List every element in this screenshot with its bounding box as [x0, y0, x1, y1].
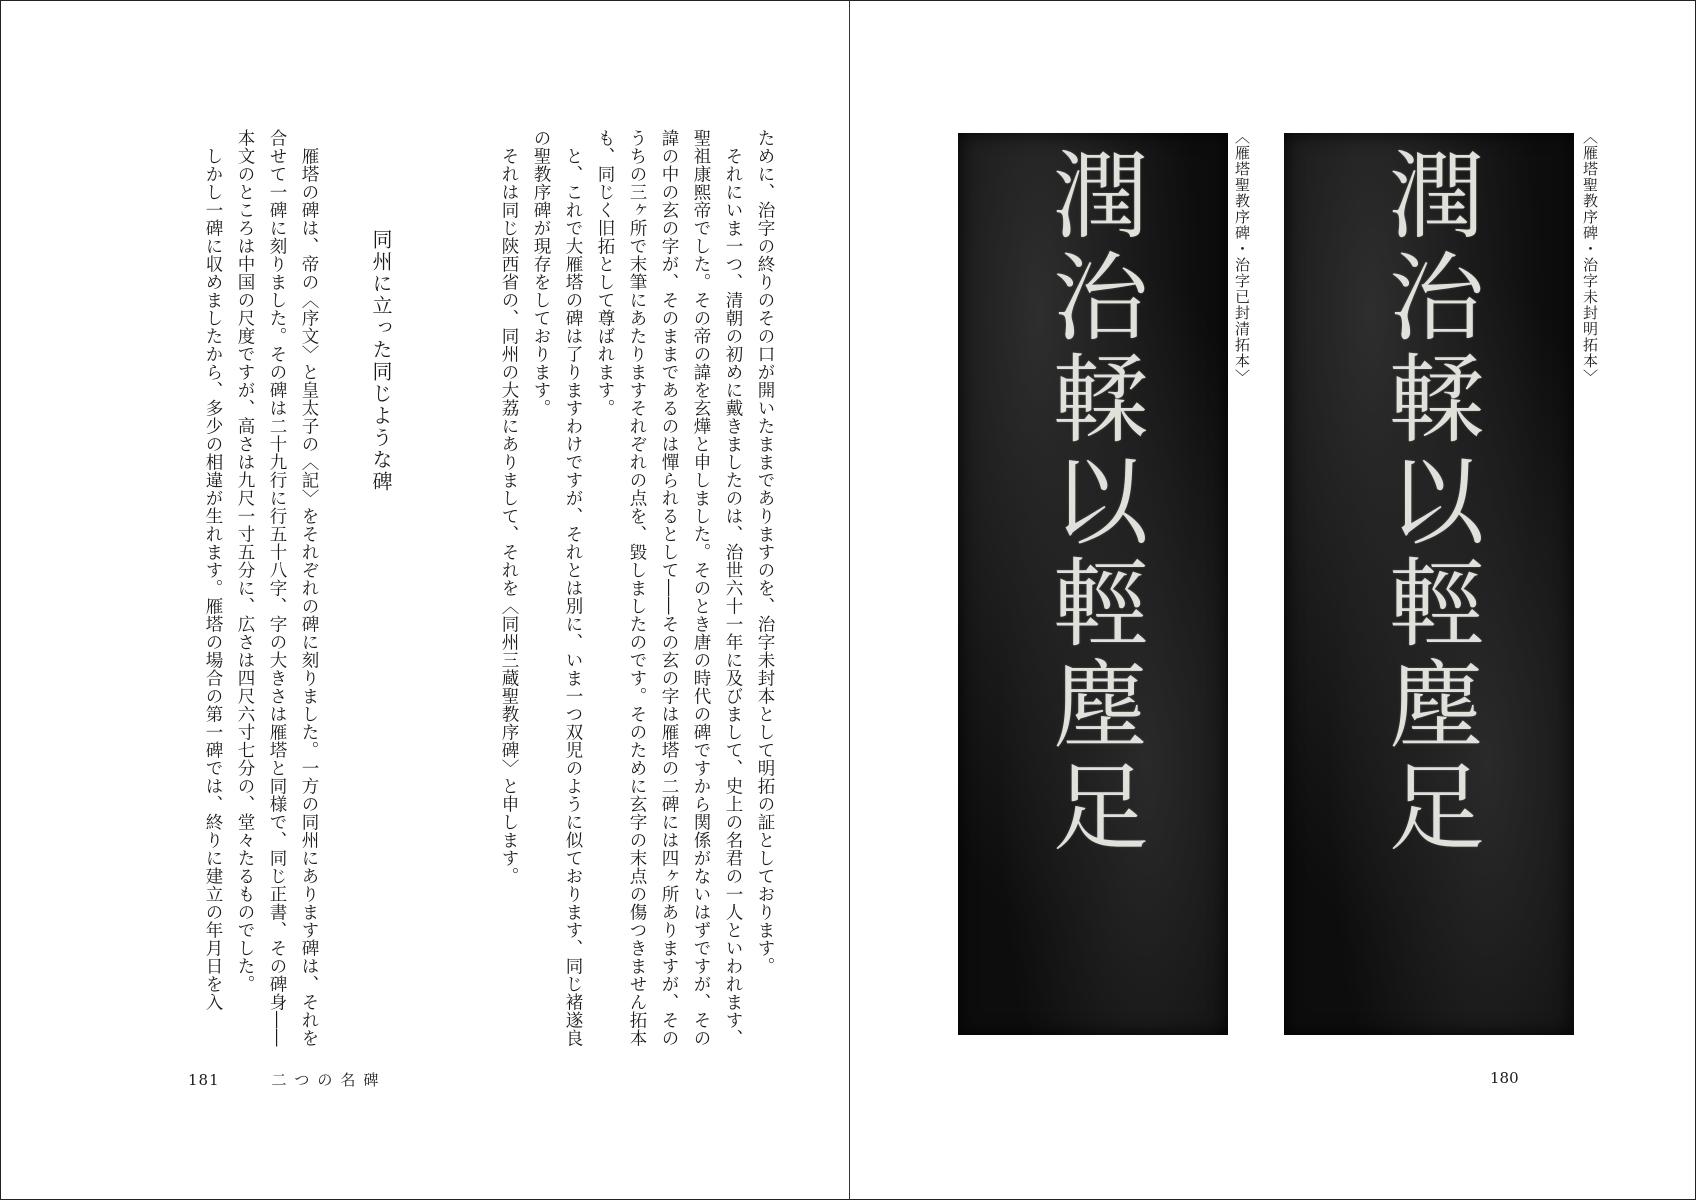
paragraph: それは同じ陝西省の、同州の大荔にありまして、それを〈同州三蔵聖教序碑〉と申します。 [499, 146, 519, 885]
paragraph: それにいま一つ、清朝の初めに戴きましたのは、治世六十一年に及びまして、史上の名君の一人といわれます、聖祖康熙帝でした。その帝の諱を玄燁と申しました。そのとき唐の時代の碑ですから関係がないはずですが、その諱の中の玄の字が、そのままであるのは憚られるとして――その玄の字は雁塔の二碑には四ヶ所ありますが、そのうちの三ヶ所で末筆にあたりますそれぞれの点を、毀しましたのです。そのために玄字の末点の傷つきません拓本も、同じく旧拓として尊ばれます。 [595, 129, 743, 1047]
paragraph: 雁塔の碑は、帝の〈序文〉と皇太子の〈記〉をそれぞれの碑に刻りました。一方の同州にあります碑は、それを合せて一碑に刻りました。その碑は二十九行に行五十八字、字の大きさは雁塔と同様で、同じ正書、その碑身――本文のところは中国の尺度ですが、高さは九尺一寸五分に、広さは四尺六寸七分の、堂々たるものでした。 [235, 129, 319, 1047]
rubbing-caption-sealed: 〈雁塔聖教序碑・治字已封清拓本〉 [1233, 129, 1251, 385]
body-text [141, 129, 781, 1049]
paragraph: ために、治字の終りのその口が開いたままでありますのを、治字未封本として明拓の証としております。 [755, 129, 775, 975]
section-heading: 同州に立った同じような碑 [369, 229, 393, 493]
rubbing-characters: 潤治輮以輕塵足 [1373, 145, 1485, 859]
paragraph: と、これで大雁塔の碑は了りますわけですが、それとは別に、いま一つ双児のように似ております、同じ褚遂良の聖教序碑が現存をしております。 [531, 129, 583, 1047]
left-footer [188, 1069, 386, 1090]
rubbing-caption-unsealed: 〈雁塔聖教序碑・治字未封明拓本〉 [1581, 129, 1599, 385]
left-page [1, 1, 849, 1199]
running-head: 二つの名碑 [271, 1071, 387, 1089]
right-page [850, 1, 1695, 1199]
page-number: 180 [1490, 1069, 1519, 1087]
rubbing-image-unsealed [1284, 133, 1574, 1035]
paragraph: しかし一碑に収めましたから、多少の相違が生れます。雁塔の場合の第一碑では、終りに建立の年月日を入 [203, 146, 223, 1011]
rubbing-characters: 潤治輮以輕塵足 [1037, 145, 1149, 859]
page-number: 181 [188, 1071, 220, 1089]
rubbing-image-sealed [958, 133, 1228, 1035]
